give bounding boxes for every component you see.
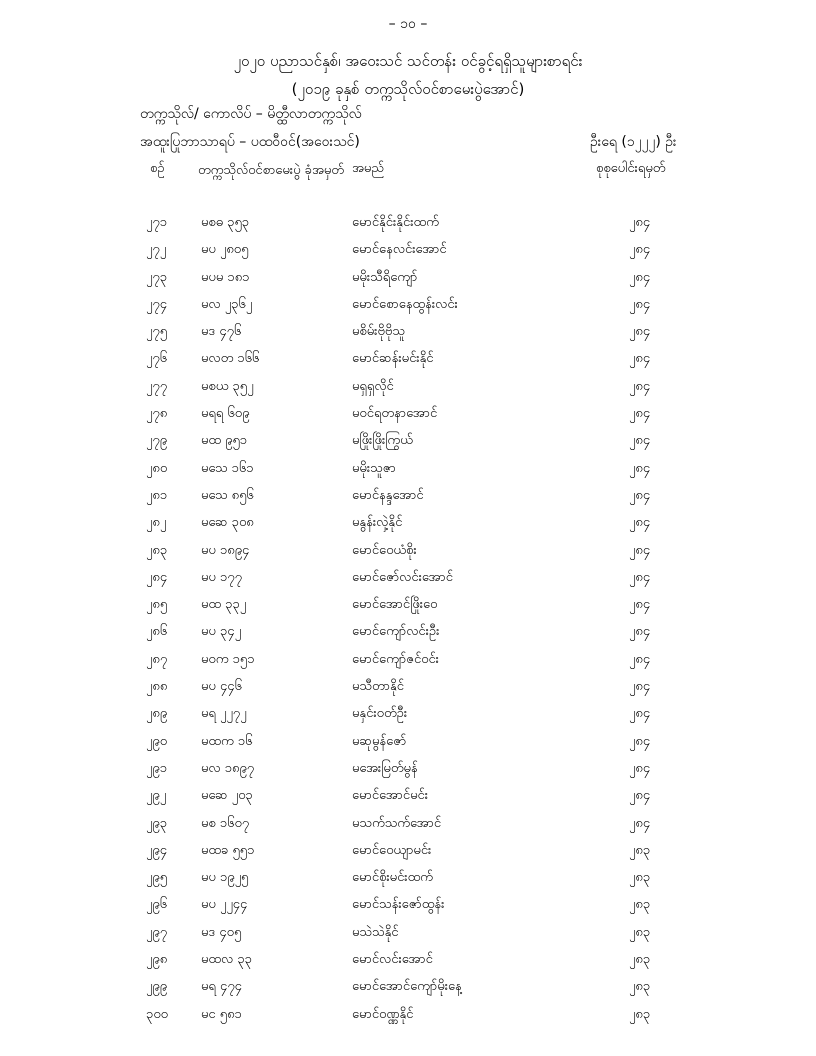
- row-total-marks: ၂၈၄: [629, 406, 651, 422]
- table-row: [0, 892, 816, 919]
- table-row: [0, 565, 816, 592]
- row-name: မောင်ဝေယံစိုး: [352, 542, 417, 558]
- row-name: မနှင်းဝတ်ဦး: [352, 706, 408, 722]
- row-serial: ၂၇၆: [146, 351, 168, 367]
- row-total-marks: ၂၈၄: [629, 706, 651, 722]
- row-total-marks: ၂၈၃: [629, 842, 651, 858]
- table-row: [0, 374, 816, 401]
- header-total-marks: စုစုပေါင်းရမှတ်: [596, 161, 666, 176]
- total-count: ဦးရေ (၁၂၂၂) ဦး: [590, 134, 677, 150]
- page-number: – ၁၀ –: [388, 16, 428, 32]
- row-serial: ၂၇၂: [146, 242, 167, 258]
- table-row: [0, 701, 816, 728]
- row-name: မောင်စိုးမင်းထက်: [352, 870, 433, 886]
- row-name: မသီတာနိုင်: [352, 679, 404, 695]
- row-name: မဝင်ရတနာအောင်: [352, 406, 438, 422]
- row-roll-number: မပ ၄၄၆: [201, 679, 242, 695]
- table-row: [0, 483, 816, 510]
- row-name: မောင်အောင်မင်း: [352, 788, 429, 804]
- row-serial: ၂၇၁: [146, 215, 168, 230]
- table-row: [0, 674, 816, 701]
- row-total-marks: ၂၈၄: [629, 542, 651, 558]
- row-roll-number: မလ ၁၈၉၇: [201, 760, 255, 776]
- row-serial: ၂၈၄: [146, 569, 168, 585]
- table-row: [0, 756, 816, 783]
- row-serial: ၂၉၆: [146, 897, 168, 913]
- row-serial: ၂၈၁: [146, 487, 168, 503]
- row-total-marks: ၂၈၄: [629, 351, 651, 367]
- row-total-marks: ၂၈၄: [629, 569, 651, 585]
- row-total-marks: ၂၈၄: [629, 679, 651, 695]
- row-name: မမိုးသူဇာ: [352, 460, 396, 476]
- row-serial: ၂၈၆: [146, 624, 168, 640]
- row-serial: ၂၈၃: [146, 542, 168, 558]
- row-serial: ၂၉၇: [146, 924, 168, 940]
- row-name: မသဲသဲနိုင်: [352, 924, 399, 940]
- row-name: မဆုမွန်ဇော်: [352, 733, 407, 749]
- table-row: [0, 920, 816, 947]
- row-total-marks: ၂၈၄: [629, 624, 651, 640]
- row-name: မောင်ဇော်လင်းအောင်: [352, 569, 453, 585]
- row-roll-number: မထက ၁၆: [201, 733, 253, 749]
- row-total-marks: ၂၈၃: [629, 1006, 651, 1022]
- row-serial: ၂၈၂: [146, 515, 167, 531]
- row-total-marks: ၂၈၄: [629, 242, 651, 258]
- row-roll-number: မဝက ၁၅၁: [201, 651, 255, 667]
- subject-label: အထူးပြုဘာသာရပ် – ပထဝီဝင်(အဝေးသင်): [140, 134, 360, 150]
- row-roll-number: မဆေ ၂၀၃: [201, 788, 253, 804]
- row-total-marks: ၂၈၄: [629, 515, 651, 531]
- row-name: မရှရှလိုင်: [352, 378, 394, 394]
- table-row: [0, 647, 816, 674]
- results-list: [0, 210, 816, 1029]
- row-serial: ၂၉၁: [146, 760, 168, 776]
- row-name: မောင်အောင်ကျော်မိုးနေ့: [352, 979, 462, 995]
- table-row: [0, 237, 816, 264]
- row-roll-number: မသေ ၁၆၁: [201, 460, 254, 476]
- row-roll-number: မထလ ၃၃: [201, 952, 252, 968]
- row-total-marks: ၂၈၃: [629, 897, 651, 913]
- university-label: တက္ကသိုလ်/ ကောလိပ် – မိတ္ထီလာတက္ကသိုလ်: [140, 106, 362, 122]
- row-total-marks: ၂၈၄: [629, 215, 651, 230]
- row-roll-number: မထ ၉၅၁: [201, 433, 248, 449]
- row-serial: ၂၈၇: [146, 651, 168, 667]
- row-name: မောင်လင်းအောင်: [352, 952, 433, 968]
- table-row: [0, 592, 816, 619]
- row-roll-number: မပ ၃၄၂: [201, 624, 241, 640]
- row-serial: ၂၉၅: [146, 870, 168, 886]
- row-serial: ၂၉၃: [146, 815, 168, 831]
- row-roll-number: မပ ၁၇၇: [201, 569, 242, 585]
- row-serial: ၂၉၈: [146, 952, 168, 968]
- row-total-marks: ၂၈၄: [629, 378, 651, 394]
- row-name: မစိမ်းဗိုဗိုသူ: [352, 324, 405, 340]
- row-serial: ၂၈၉: [146, 706, 168, 722]
- row-name: မောင်ဆန်းမင်းနိုင်: [352, 351, 434, 367]
- row-total-marks: ၂၈၃: [629, 924, 651, 940]
- row-roll-number: မစယ ၃၅၂: [201, 378, 254, 394]
- row-total-marks: ၂၈၄: [629, 815, 651, 831]
- table-row: [0, 510, 816, 537]
- row-total-marks: ၂၈၄: [629, 788, 651, 804]
- row-name: မောင်နန္ဒအောင်: [352, 487, 424, 503]
- row-roll-number: မစဓ ၃၅၃: [201, 215, 250, 230]
- row-serial: ၂၇၃: [146, 269, 168, 285]
- row-name: မောင်ဝဏ္ဏနိုင်: [352, 1006, 414, 1022]
- row-roll-number: မစ ၁၆၀၇: [201, 815, 250, 831]
- row-roll-number: မပ ၁၈၉၄: [201, 542, 250, 558]
- row-serial: ၂၉၀: [146, 733, 168, 749]
- row-name: မမိုးသီရိကျော်: [352, 269, 418, 285]
- row-roll-number: မရ ၄၇၄: [201, 979, 242, 995]
- row-roll-number: မင ၅၈၁: [201, 1006, 242, 1022]
- row-total-marks: ၂၈၄: [629, 597, 651, 613]
- row-name: မောင်သန်းဇော်ထွန်း: [352, 897, 445, 913]
- row-roll-number: မဒ ၄၀၅: [201, 924, 242, 940]
- row-roll-number: မဆေ ၃၀၈: [201, 515, 254, 531]
- row-total-marks: ၂၈၄: [629, 760, 651, 776]
- row-total-marks: ၂၈၃: [629, 952, 651, 968]
- row-roll-number: မပ ၂၈၀၅: [201, 242, 249, 258]
- row-total-marks: ၂၈၃: [629, 870, 651, 886]
- header-serial: စဉ်: [150, 161, 165, 176]
- row-name: မောင်စောနေထွန်းလင်း: [352, 296, 458, 312]
- table-row: [0, 292, 816, 319]
- row-serial: ၂၇၇: [146, 378, 168, 394]
- row-roll-number: မရရ ၆၀၉: [201, 406, 250, 422]
- row-serial: ၂၉၉: [146, 979, 168, 995]
- row-name: မောင်အောင်ဖြိုးဝေ: [352, 597, 438, 613]
- row-serial: ၂၉၄: [146, 842, 168, 858]
- table-row: [0, 947, 816, 974]
- row-roll-number: မသေ ၈၅၆: [201, 487, 254, 503]
- header-roll-number: တက္ကသိုလ်ဝင်စာမေးပွဲ ခုံအမှတ်: [198, 163, 344, 178]
- table-row: [0, 1002, 816, 1029]
- table-row: [0, 456, 816, 483]
- row-name: မသက်သက်အောင်: [352, 815, 442, 831]
- table-row: [0, 865, 816, 892]
- row-name: မောင်ကျော်လင်းဦး: [352, 624, 440, 640]
- row-name: မောင်နိုင်းနိုင်းထက်: [352, 215, 439, 230]
- row-roll-number: မထခ ၅၅၁: [201, 842, 255, 858]
- row-serial: ၂၇၅: [146, 324, 168, 340]
- header-name: အမည်: [352, 161, 384, 176]
- row-total-marks: ၂၈၄: [629, 487, 651, 503]
- table-row: [0, 811, 816, 838]
- row-roll-number: မလ ၂၃၆၂: [201, 296, 253, 312]
- table-row: [0, 783, 816, 810]
- row-serial: ၂၈၅: [146, 597, 168, 613]
- row-total-marks: ၂၈၃: [629, 979, 651, 995]
- row-roll-number: မလတ ၁၆၆: [201, 351, 260, 367]
- row-serial: ၂၈၀: [146, 460, 168, 476]
- table-row: [0, 538, 816, 565]
- table-row: [0, 729, 816, 756]
- row-roll-number: မပ ၂၂၄၄: [201, 897, 248, 913]
- row-name: မဖြိုးဖြိုးကြွယ်: [352, 433, 413, 449]
- row-name: မောင်နေလင်းအောင်: [352, 242, 447, 258]
- table-row: [0, 838, 816, 865]
- row-serial: ၂၇၈: [146, 406, 168, 422]
- row-serial: ၂၇၉: [146, 433, 168, 449]
- row-total-marks: ၂၈၄: [629, 433, 651, 449]
- row-total-marks: ၂၈၄: [629, 269, 651, 285]
- row-roll-number: မထ ၃၃၂: [201, 597, 247, 613]
- row-serial: ၂၈၈: [146, 679, 168, 695]
- table-row: [0, 401, 816, 428]
- row-name: မနွန်းလှဲ့နိုင်: [352, 515, 403, 531]
- table-row: [0, 428, 816, 455]
- row-total-marks: ၂၈၄: [629, 733, 651, 749]
- row-total-marks: ၂၈၄: [629, 324, 651, 340]
- row-roll-number: မပ ၁၉၂၅: [201, 870, 249, 886]
- table-row: [0, 346, 816, 373]
- row-serial: ၂၇၄: [146, 296, 168, 312]
- table-row: [0, 265, 816, 292]
- table-row: [0, 210, 816, 237]
- row-roll-number: မဒ ၄၇၆: [201, 324, 242, 340]
- row-roll-number: မပမ ၁၈၁: [201, 269, 250, 285]
- row-name: မောင်ကျော်ဇင်ဝင်း: [352, 651, 439, 667]
- row-total-marks: ၂၈၄: [629, 296, 651, 312]
- row-total-marks: ၂၈၄: [629, 460, 651, 476]
- row-name: မောင်ဝေယျာမင်း: [352, 842, 432, 858]
- row-serial: ၂၉၂: [146, 788, 167, 804]
- document-subtitle: (၂၀၁၉ ခုနှစ် တက္ကသိုလ်ဝင်စာမေးပွဲအောင်): [291, 80, 525, 98]
- row-total-marks: ၂၈၄: [629, 651, 651, 667]
- table-row: [0, 319, 816, 346]
- table-row: [0, 619, 816, 646]
- row-roll-number: မရ ၂၂၇၂: [201, 706, 247, 722]
- table-row: [0, 974, 816, 1001]
- row-serial: ၃၀၀: [146, 1006, 168, 1022]
- row-name: မအေးမြတ်မွန်: [352, 760, 418, 776]
- document-title: ၂၀၂၀ ပညာသင်နှစ်၊ အဝေးသင် သင်တန်း ဝင်ခွင့်ရရှိသူများစာရင်း: [233, 52, 583, 70]
